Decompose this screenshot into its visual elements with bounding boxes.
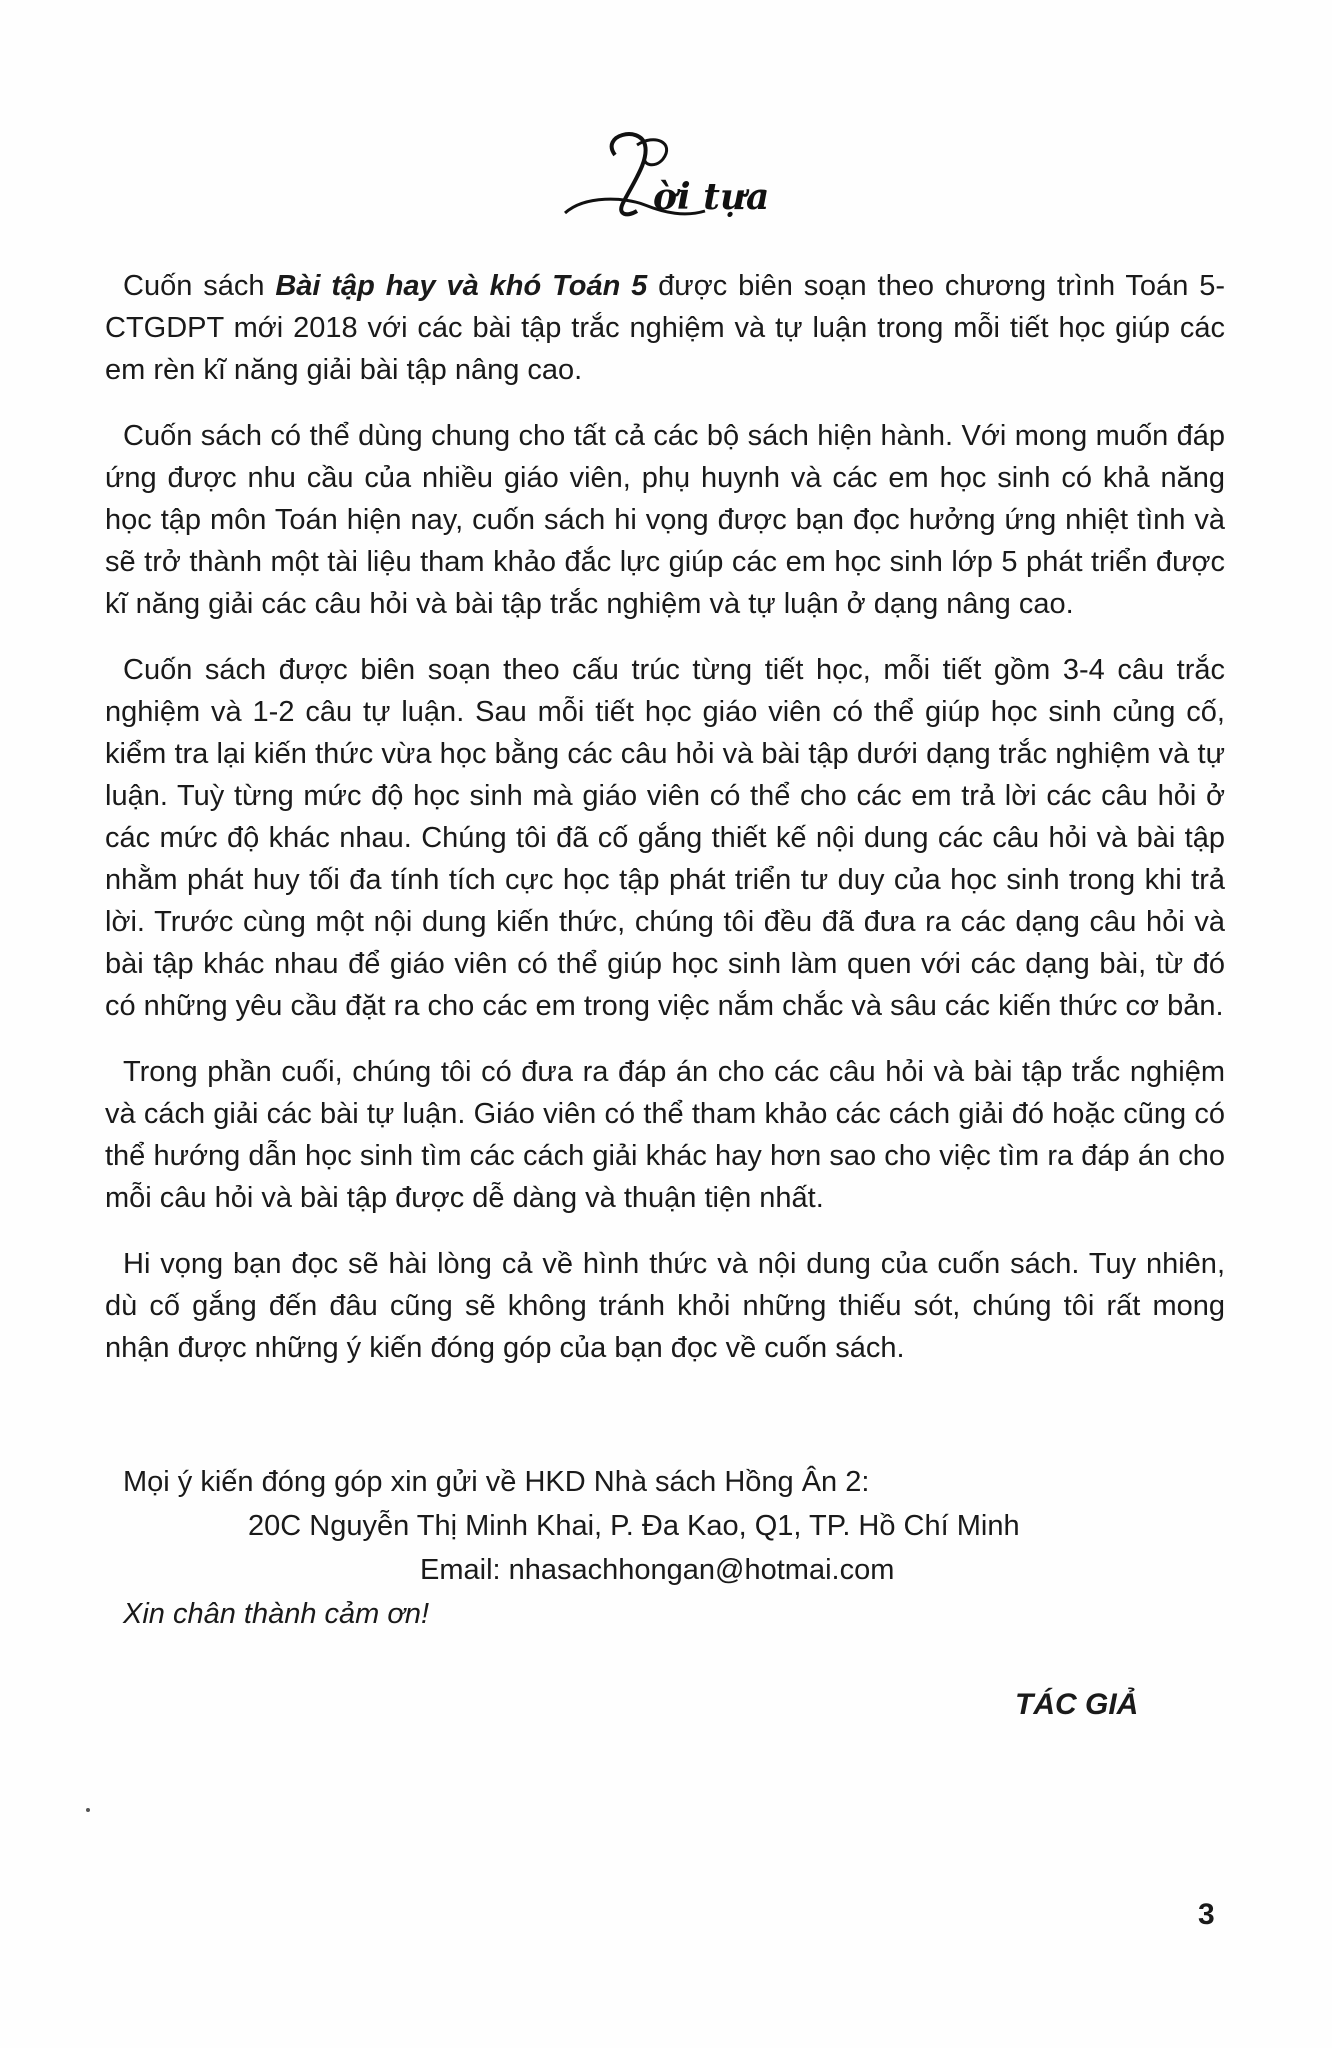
paragraph-4: Trong phần cuối, chúng tôi có đưa ra đáp án cho các câu hỏi và bài tập trắc nghiệm và cách giải các bài tự luận. Giáo viên có thể tham khảo các cách giải đó hoặc cũng có thể hướng dẫn học sinh tìm các cách giải khác hay hơn sao cho việc tìm ra đáp án cho mỗi câu hỏi và bài tập được dễ dàng và thuận tiện nhất. bbox=[105, 1056, 1225, 1214]
page-speck bbox=[86, 1808, 90, 1812]
paragraph-3: Cuốn sách được biên soạn theo cấu trúc từng tiết học, mỗi tiết gồm 3-4 câu trắc nghiệm và 1-2 câu tự luận. Sau mỗi tiết học giáo viên có thể giúp học sinh củng cố, kiểm tra lại kiến thức vừa học bằng các câu hỏi và bài tập dưới dạng trắc nghiệm và tự luận. Tuỳ từng mức độ học sinh mà giáo viên có thể cho các em trả lời các câu hỏi ở các mức độ khác nhau. Chúng tôi đã cố gắng thiết kế nội dung các câu hỏi và bài tập nhằm phát huy tối đa tính tích cực học tập phát triển tư duy của học sinh trong khi trả lời. Trước cùng một nội dung kiến thức, chúng tôi đều đã đưa ra các dạng câu hỏi và bài tập khác nhau để giáo viên có thể giúp học sinh làm quen với các dạng bài, từ đó có những yêu cầu đặt ra cho các em trong việc nắm chắc và sâu các kiến thức cơ bản. bbox=[105, 654, 1225, 1022]
contact-email: Email: nhasachhongan@hotmai.com bbox=[420, 1554, 895, 1586]
book-title-emphasis: Bài tập hay và khó Toán 5 bbox=[275, 270, 648, 302]
paragraph-5: Hi vọng bạn đọc sẽ hài lòng cả về hình thức và nội dung của cuốn sách. Tuy nhiên, dù cố gắng đến đâu cũng sẽ không tránh khỏi những thiếu sót, chúng tôi rất mong nhận được những ý kiến đóng góp của bạn đọc về cuốn sách. bbox=[105, 1248, 1225, 1364]
contact-block bbox=[123, 1460, 1223, 1636]
paragraph-2: Cuốn sách có thể dùng chung cho tất cả các bộ sách hiện hành. Với mong muốn đáp ứng được nhu cầu của nhiều giáo viên, phụ huynh và các em học sinh có khả năng học tập môn Toán hiện nay, cuốn sách hi vọng được bạn đọc hưởng ứng nhiệt tình và sẽ trở thành một tài liệu tham khảo đắc lực giúp các em học sinh lớp 5 phát triển được kĩ năng giải các câu hỏi và bài tập trắc nghiệm và tự luận ở dạng nâng cao. bbox=[105, 420, 1225, 620]
paragraph-1-lead: Cuốn sách bbox=[123, 270, 276, 302]
page-number: 3 bbox=[1198, 1898, 1215, 1931]
contact-address: 20C Nguyễn Thị Minh Khai, P. Đa Kao, Q1, TP. Hồ Chí Minh bbox=[248, 1510, 1020, 1542]
preface-title-calligraphy bbox=[545, 125, 805, 235]
paragraph-1 bbox=[105, 265, 1225, 391]
author-signature: TÁC GIẢ bbox=[1015, 1688, 1139, 1721]
preface-body bbox=[105, 265, 1225, 1393]
preface-title bbox=[545, 125, 805, 235]
paragraph-1-rest: được biên soạn theo chương trình Toán 5-CTGDPT mới 2018 với các bài tập trắc nghiệm và tự luận trong mỗi tiết học giúp các em rèn kĩ năng giải bài tập nâng cao. bbox=[105, 270, 1225, 386]
thanks-line: Xin chân thành cảm ơn! bbox=[123, 1598, 430, 1630]
contact-line-intro: Mọi ý kiến đóng góp xin gửi về HKD Nhà sách Hồng Ân 2: bbox=[123, 1466, 870, 1498]
svg-text:ời tựa: ời tựa bbox=[653, 176, 770, 218]
